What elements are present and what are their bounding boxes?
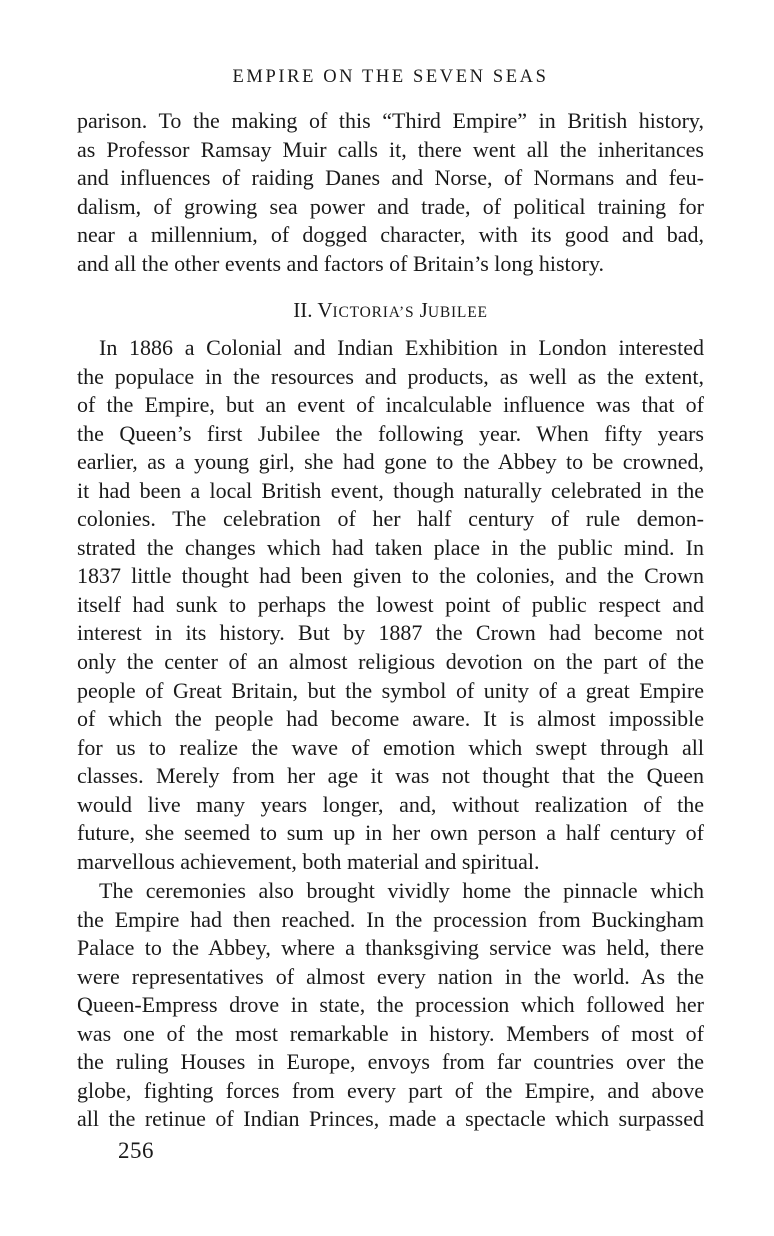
text-line: as Professor Ramsay Muir calls it, there went all the inheritances (77, 136, 704, 162)
text-line: for us to realize the wave of emotion which swept through all (77, 734, 704, 760)
text-line: Palace to the Abbey, where a thanksgiving service was held, there (77, 935, 704, 961)
paragraph (77, 334, 704, 876)
text-line: In 1886 a Colonial and Indian Exhibition in London interested (99, 335, 704, 360)
heading-initial: J (419, 298, 428, 322)
text-line: near a millennium, of dogged character, with its good and bad, (77, 222, 704, 248)
text-line: the Queen’s first Jubilee the following year. When fifty years (77, 420, 704, 446)
text-line: the ruling Houses in Europe, envoys from far countries over the (77, 1049, 704, 1075)
heading-small-caps: ICTORIA’S (332, 304, 415, 321)
text-line: the Empire had then reached. In the procession from Buckingham (77, 906, 704, 932)
text-line: and all the other events and factors of Britain’s long history. (77, 250, 605, 276)
section-numeral: II. (293, 298, 313, 322)
text-line: would live many years longer, and, without realization of the (77, 791, 704, 817)
text-line: Queen-Empress drove in state, the procession which followed her (77, 992, 704, 1018)
text-line: globe, fighting forces from every part of the Empire, and above (77, 1077, 704, 1103)
text-line: and influences of raiding Danes and Norse, of Normans and feu- (77, 165, 704, 191)
paragraph (77, 107, 704, 278)
text-line: was one of the most remarkable in history. Members of most of (77, 1020, 704, 1046)
text-line: strated the changes which had taken place in the public mind. In (77, 534, 704, 560)
text-line: it had been a local British event, though naturally celebrated in the (77, 477, 704, 503)
running-head: EMPIRE ON THE SEVEN SEAS (232, 67, 549, 87)
text-line: The ceremonies also brought vividly home the pinnacle which (99, 878, 704, 903)
text-line: 1837 little thought had been given to the colonies, and the Crown (77, 563, 704, 589)
heading-initial: V (317, 298, 333, 322)
text-line: future, she seemed to sum up in her own person a half century of (77, 820, 704, 846)
text-line: were representatives of almost every nation in the world. As the (77, 963, 704, 989)
text-line: of which the people had become aware. It is almost impossible (77, 706, 704, 732)
text-line: interest in its history. But by 1887 the Crown had become not (77, 620, 704, 646)
page-number: 256 (118, 1138, 154, 1163)
text-line: the populace in the resources and products, as well as the extent, (77, 363, 704, 389)
text-line: all the retinue of Indian Princes, made a spectacle which surpassed (77, 1106, 704, 1132)
text-line: marvellous achievement, both material and spiritual. (77, 848, 540, 874)
text-line: colonies. The celebration of her half century of rule demon- (77, 506, 704, 532)
text-line: dalism, of growing sea power and trade, of political training for (77, 193, 704, 219)
text-line: parison. To the making of this “Third Empire” in British history, (77, 108, 704, 133)
text-line: people of Great Britain, but the symbol of unity of a great Empire (77, 677, 704, 703)
heading-small-caps: UBILEE (427, 304, 488, 321)
text-line: classes. Merely from her age it was not thought that the Queen (77, 763, 704, 789)
text-line: earlier, as a young girl, she had gone to the Abbey to be crowned, (77, 449, 704, 475)
text-line: only the center of an almost religious devotion on the part of the (77, 649, 704, 675)
text-line: itself had sunk to perhaps the lowest point of public respect and (77, 591, 704, 617)
section-heading (77, 296, 704, 327)
text-line: of the Empire, but an event of incalculable influence was that of (77, 392, 704, 418)
paragraph (77, 877, 704, 1134)
